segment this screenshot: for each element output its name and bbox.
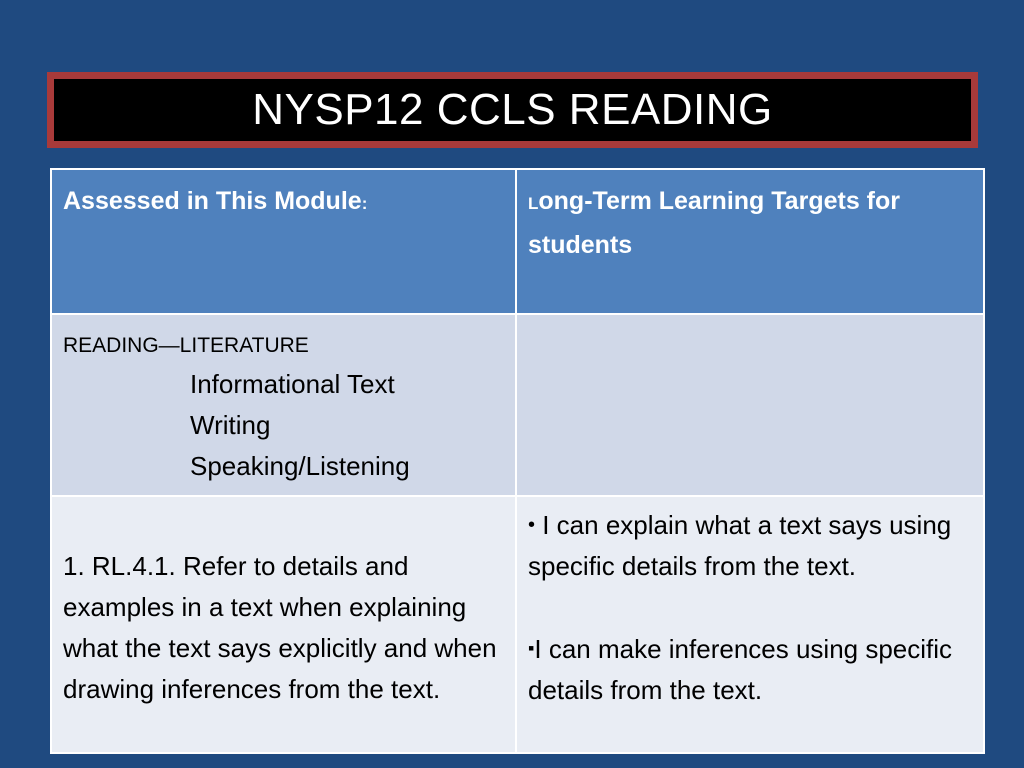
square-bullet-icon: ▪	[528, 638, 535, 658]
header-targets-text: ong-Term Learning Targets for students	[528, 187, 900, 259]
target-spacer	[528, 587, 973, 628]
target-item-2	[528, 628, 973, 711]
categories-cell	[51, 314, 516, 496]
targets-cell	[516, 496, 984, 753]
title-box	[54, 79, 971, 141]
target-text-1: I can explain what a text says using specific details from the text.	[528, 510, 952, 581]
category-writing: Writing	[190, 410, 271, 440]
standard-cell	[51, 496, 516, 753]
title-frame	[47, 72, 978, 148]
header-targets-label	[528, 187, 900, 259]
header-cell-assessed	[51, 169, 516, 314]
header-targets-initial: L	[528, 194, 539, 213]
header-assessed-text: Assessed in This Module	[63, 187, 362, 215]
standard-text: 1. RL.4.1. Refer to details and examples in a text when explaining what the text says explicitly and when drawing inferences from the text.	[63, 551, 497, 704]
categories-empty-cell	[516, 314, 984, 496]
header-assessed-label	[63, 187, 367, 215]
standard-row	[51, 496, 984, 753]
categories-row	[51, 314, 984, 496]
target-text-2: I can make inferences using specific details from the text.	[528, 634, 953, 705]
category-informational-text: Informational Text	[190, 369, 395, 399]
target-item-1	[528, 505, 973, 587]
table-header-row	[51, 169, 984, 314]
header-cell-targets	[516, 169, 984, 314]
slide-title: NYSP12 CCLS READING	[252, 85, 773, 134]
category-speaking-listening: Speaking/Listening	[190, 451, 410, 481]
header-assessed-colon: :	[361, 194, 368, 213]
category-main: READING—LITERATURE	[63, 334, 309, 357]
learning-targets-table	[50, 168, 985, 754]
round-bullet-icon: •	[528, 514, 536, 536]
